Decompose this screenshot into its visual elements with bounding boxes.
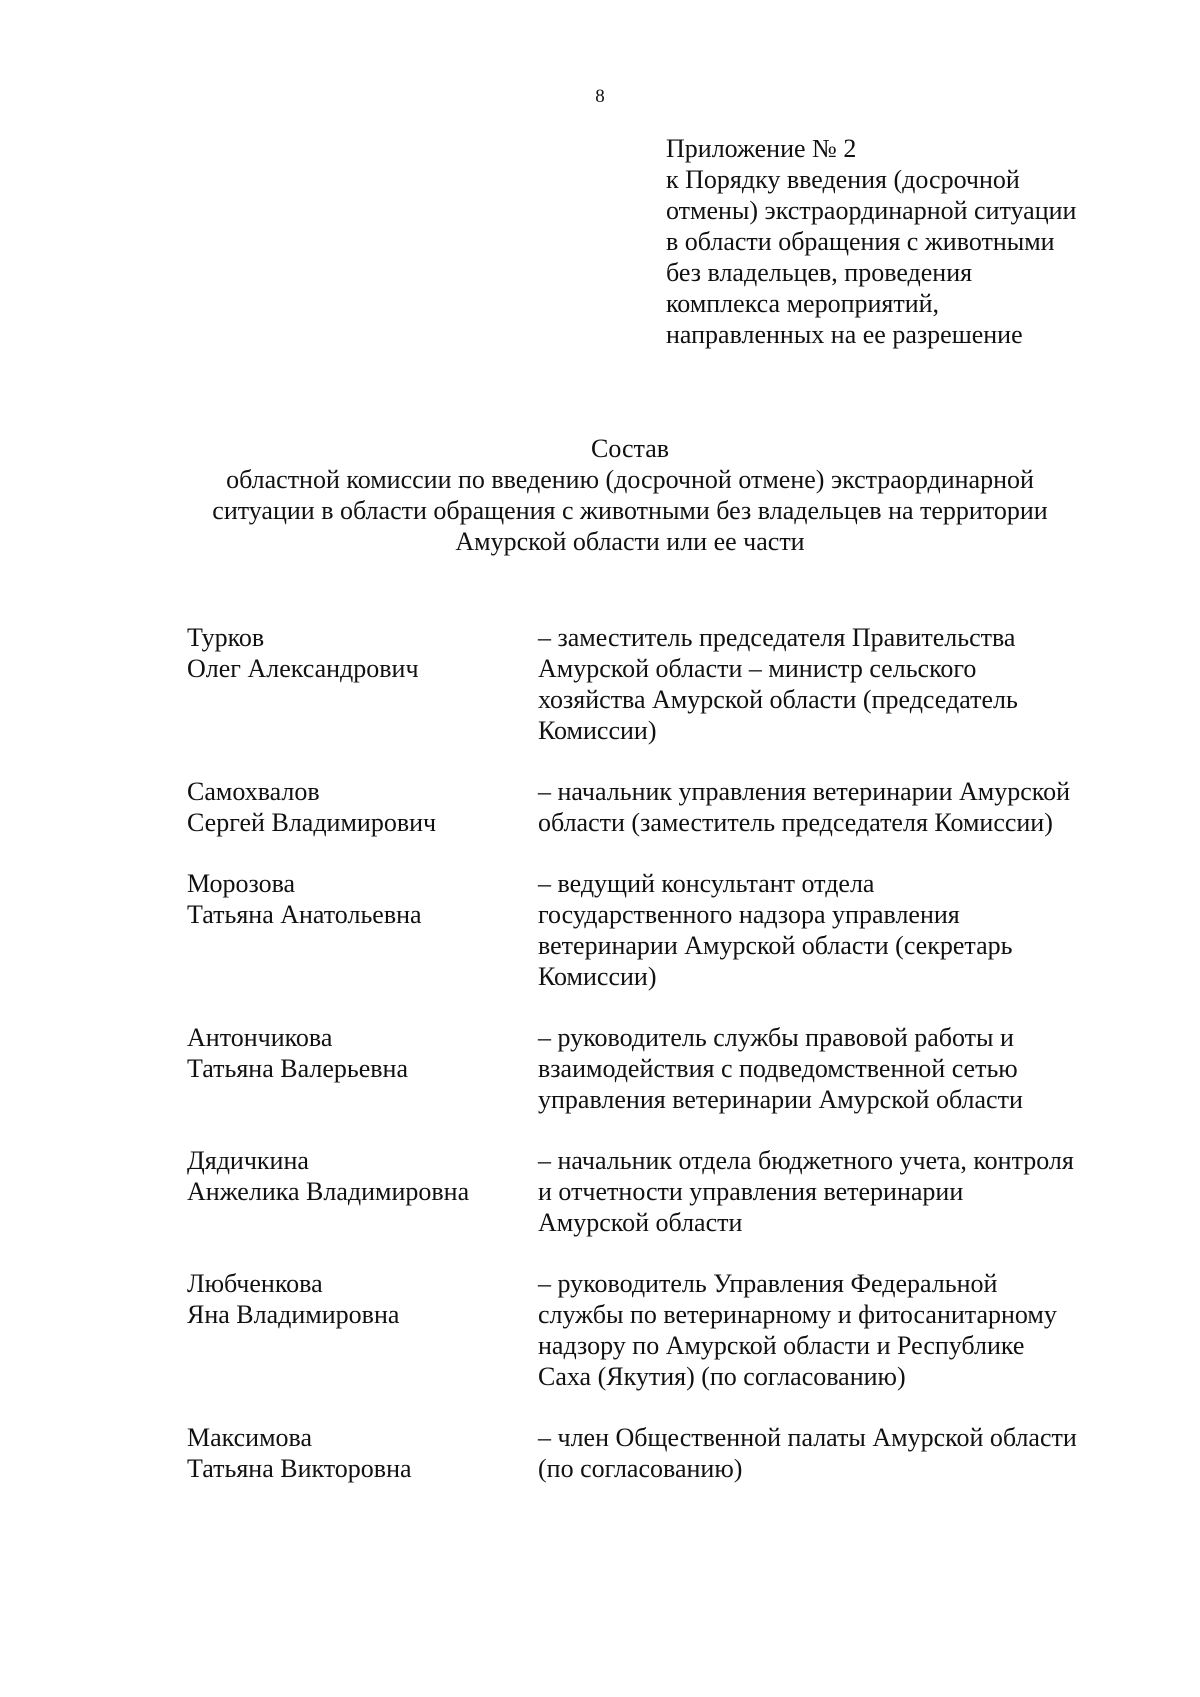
- member-role-line: – заместитель председателя Правительства: [538, 623, 1016, 652]
- heading-line: ситуации в области обращения с животными без владельцев на территории: [212, 496, 1048, 525]
- member-role-line: управления ветеринарии Амурской области: [538, 1085, 1023, 1114]
- member-row: [187, 1022, 1127, 1115]
- appendix-line: направленных на ее разрешение: [666, 320, 1023, 349]
- member-role: [538, 1268, 1127, 1392]
- member-role: [538, 776, 1127, 838]
- member-surname: Самохвалов: [187, 777, 320, 806]
- member-name: [187, 622, 538, 746]
- member-name: [187, 1022, 538, 1115]
- member-name: [187, 776, 538, 838]
- member-row: [187, 1268, 1127, 1392]
- member-given-names: Анжелика Владимировна: [187, 1177, 470, 1206]
- appendix-line: к Порядку введения (досрочной: [666, 165, 1020, 194]
- member-role-line: – член Общественной палаты Амурской области: [538, 1423, 1077, 1452]
- member-role-line: – начальник отдела бюджетного учета, контроля: [538, 1146, 1074, 1175]
- member-name: [187, 868, 538, 992]
- heading-title: Состав: [590, 434, 670, 463]
- appendix-line: в области обращения с животными: [666, 227, 1055, 256]
- member-name: [187, 1268, 538, 1392]
- member-given-names: Татьяна Валерьевна: [187, 1054, 408, 1083]
- member-role-line: области (заместитель председателя Комиссии): [538, 808, 1053, 837]
- member-role-line: – ведущий консультант отдела: [538, 869, 875, 898]
- member-given-names: Татьяна Анатольевна: [187, 900, 422, 929]
- member-role: [538, 868, 1127, 992]
- member-role: [538, 622, 1127, 746]
- member-role: [538, 1022, 1127, 1115]
- member-surname: Антончикова: [187, 1023, 333, 1052]
- member-role-line: ветеринарии Амурской области (секретарь: [538, 931, 1013, 960]
- member-name: [187, 1422, 538, 1484]
- member-role-line: Комиссии): [538, 962, 657, 991]
- member-role-line: Амурской области – министр сельского: [538, 654, 977, 683]
- heading-line: областной комиссии по введению (досрочной отмене) экстраординарной: [226, 465, 1034, 494]
- member-given-names: Олег Александрович: [187, 654, 419, 683]
- member-role-line: Саха (Якутия) (по согласованию): [538, 1362, 906, 1391]
- member-given-names: Сергей Владимирович: [187, 808, 437, 837]
- member-role-line: – руководитель Управления Федеральной: [538, 1269, 998, 1298]
- member-given-names: Татьяна Викторовна: [187, 1454, 412, 1483]
- member-role-line: – руководитель службы правовой работы и: [538, 1023, 1014, 1052]
- appendix-line: без владельцев, проведения: [666, 258, 973, 287]
- member-role-line: Амурской области: [538, 1208, 743, 1237]
- members-list: [187, 622, 1127, 1514]
- member-role: [538, 1422, 1127, 1484]
- member-surname: Максимова: [187, 1423, 313, 1452]
- member-role-line: надзору по Амурской области и Республике: [538, 1331, 1025, 1360]
- member-surname: Любченкова: [187, 1269, 323, 1298]
- member-role-line: Комиссии): [538, 716, 657, 745]
- member-role-line: – начальник управления ветеринарии Амурской: [538, 777, 1070, 806]
- appendix-line: Приложение № 2: [666, 134, 857, 163]
- member-name: [187, 1145, 538, 1238]
- appendix-block: [666, 133, 1146, 350]
- member-surname: Морозова: [187, 869, 296, 898]
- member-role-line: хозяйства Амурской области (председатель: [538, 685, 1018, 714]
- member-given-names: Яна Владимировна: [187, 1300, 400, 1329]
- member-row: [187, 622, 1127, 746]
- member-surname: Турков: [187, 623, 265, 652]
- member-role-line: (по согласованию): [538, 1454, 743, 1483]
- member-row: [187, 776, 1127, 838]
- appendix-line: отмены) экстраординарной ситуации: [666, 196, 1077, 225]
- member-surname: Дядичкина: [187, 1146, 309, 1175]
- heading-line: Амурской области или ее части: [455, 527, 805, 556]
- member-role-line: и отчетности управления ветеринарии: [538, 1177, 964, 1206]
- member-role-line: службы по ветеринарному и фитосанитарному: [538, 1300, 1057, 1329]
- member-row: [187, 1145, 1127, 1238]
- document-heading: [150, 433, 1110, 557]
- member-row: [187, 1422, 1127, 1484]
- member-role-line: государственного надзора управления: [538, 900, 960, 929]
- member-row: [187, 868, 1127, 992]
- member-role-line: взаимодействия с подведомственной сетью: [538, 1054, 1018, 1083]
- page-number: 8: [595, 86, 605, 107]
- appendix-line: комплекса мероприятий,: [666, 289, 940, 318]
- member-role: [538, 1145, 1127, 1238]
